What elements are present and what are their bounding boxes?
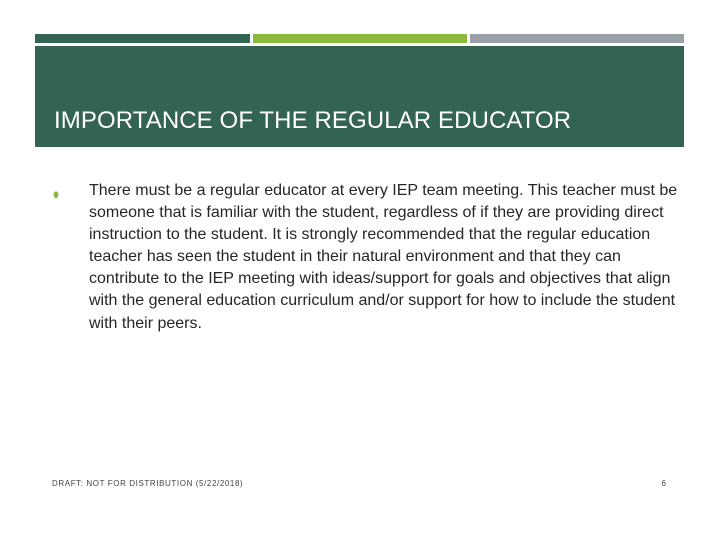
title-band — [35, 46, 684, 147]
accent-bar-lime — [253, 34, 467, 43]
leaf-bullet-shape — [52, 191, 60, 199]
bullet-text: There must be a regular educator at every IEP team meeting. This teacher must be someone that is familiar with the student, regardless of if they are providing direct instruction to the student. It is strongly recommended that the regular education teacher has seen the student in their natural environment and that they can contribute to the IEP meeting with ideas/support for goals and objectives that align with the general education curriculum and/or support for how to include the student with their peers. — [89, 182, 678, 332]
leaf-bullet-icon — [52, 186, 60, 194]
accent-bar-green — [35, 34, 250, 43]
slide-title: IMPORTANCE OF THE REGULAR EDUCATOR — [54, 107, 572, 134]
page-number: 6 — [661, 479, 666, 488]
accent-bar-gray — [470, 34, 684, 43]
footer-draft-note: DRAFT: NOT FOR DISTRIBUTION (5/22/2018) — [52, 479, 244, 488]
